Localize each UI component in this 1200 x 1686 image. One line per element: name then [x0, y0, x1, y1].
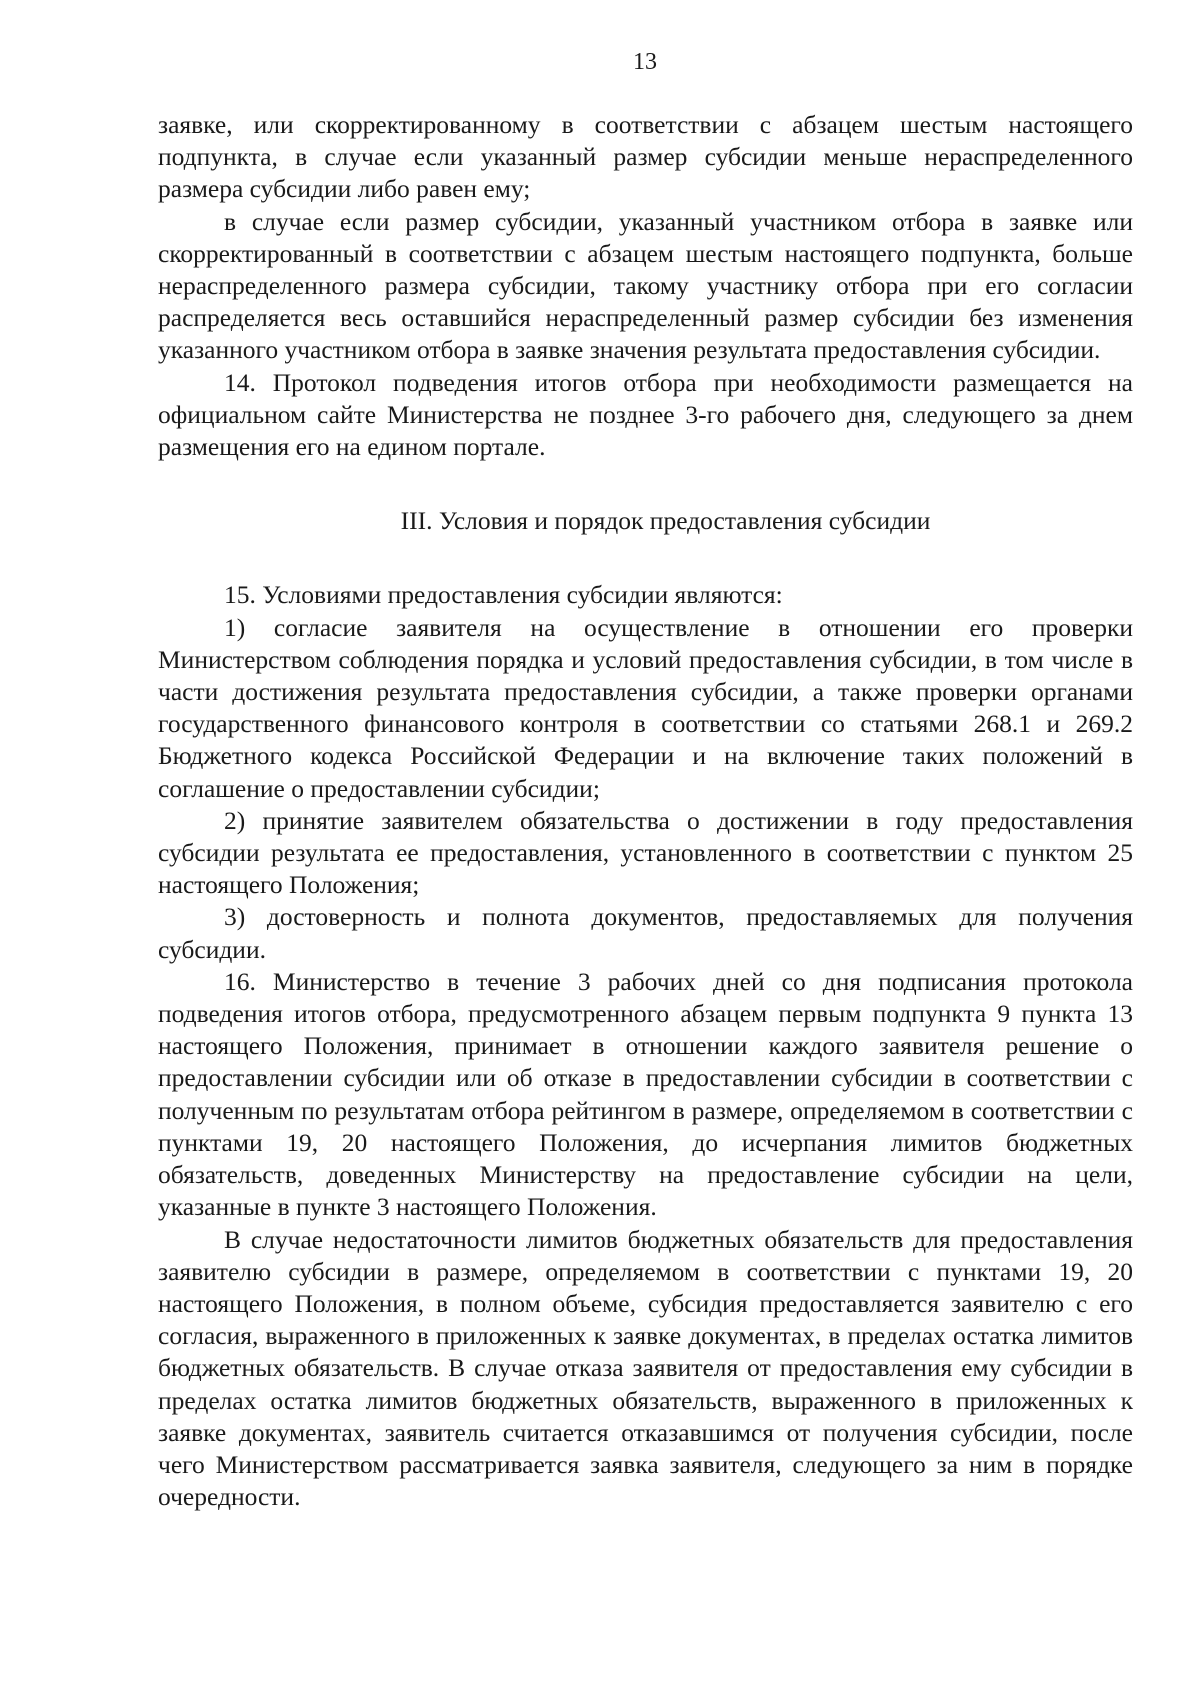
page-number: 13: [633, 49, 657, 75]
document-body: [158, 109, 1133, 1513]
paragraph-15-item-3: 3) достоверность и полнота документов, предоставляемых для получения субсидии.: [158, 902, 1133, 964]
paragraph-15-item-1: 1) согласие заявителя на осуществление в отношении его проверки Министерством соблюдения порядка и условий предоставления субсидии, в том числе в части достижения результата предоставления субсидии, а также проверки органами государственного финансового контроля в соответствии со статьями 268.1 и 269.2 Бюджетного кодекса Российской Федерации и на включение таких положений в соглашение о предоставлении субсидии;: [158, 612, 1133, 803]
paragraph-16: 16. Министерство в течение 3 рабочих дней со дня подписания протокола подведения итогов отбора, предусмотренного абзацем первым подпункта 9 пункта 13 настоящего Положения, принимает в отношении каждого заявителя решение о предоставлении субсидии или об отказе в предоставлении субсидии в соответствии с полученным по результатам отбора рейтингом в размере, определяемом в соответствии с пунктами 19, 20 настоящего Положения, до исчерпания лимитов бюджетных обязательств, доведенных Министерству на предоставление субсидии на цели, указанные в пункте 3 настоящего Положения.: [158, 966, 1133, 1222]
section-heading: III. Условия и порядок предоставления субсидии: [400, 506, 931, 536]
paragraph-continuation: заявке, или скорректированному в соответствии с абзацем шестым настоящего подпункта, в случае если указанный размер субсидии меньше нераспределенного размера субсидии либо равен ему;: [158, 110, 1133, 204]
spacer: [158, 537, 1133, 579]
paragraph-14: 14. Протокол подведения итогов отбора при необходимости размещается на официальном сайте Министерства не позднее 3-го рабочего дня, следующего за днем размещения его на едином портале.: [158, 367, 1133, 462]
paragraph-16-insufficient-limits: В случае недостаточности лимитов бюджетных обязательств для предоставления заявителю субсидии в размере, определяемом в соответствии с пунктами 19, 20 настоящего Положения, в полном объеме, субсидия предоставляется заявителю с его согласия, выраженного в приложенных к заявке документах, в пределах остатка лимитов бюджетных обязательств. В случае отказа заявителя от предоставления ему субсидии в пределах остатка лимитов бюджетных обязательств, выраженного в приложенных к заявке документах, заявитель считается отказавшимся от получения субсидии, после чего Министерством рассматривается заявка заявителя, следующего за ним в порядке очередности.: [158, 1224, 1133, 1512]
paragraph-15-item-2: 2) принятие заявителем обязательства о достижении в году предоставления субсидии результата ее предоставления, установленного в соответствии с пунктом 25 настоящего Положения;: [158, 805, 1133, 900]
paragraph-15: 15. Условиями предоставления субсидии являются:: [224, 580, 783, 610]
spacer: [158, 463, 1133, 505]
paragraph-case-exceeds: в случае если размер субсидии, указанный участником отбора в заявке или скорректированный в соответствии с абзацем шестым настоящего подпункта, больше нераспределенного размера субсидии, такому участнику отбора при его согласии распределяется весь оставшийся нераспределенный размер субсидии без изменения указанного участником отбора в заявке значения результата предоставления субсидии.: [158, 206, 1133, 365]
